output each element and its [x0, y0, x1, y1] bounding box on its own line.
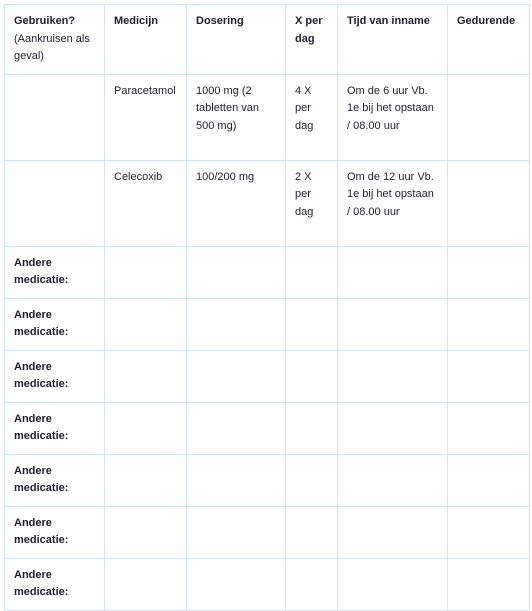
header-x-per-dag: X per dag [286, 5, 338, 75]
cell-x-per-dag[interactable] [286, 350, 338, 402]
other-medication-label-text: Andere medicatie: [14, 308, 69, 338]
cell-gebruiken-checkbox[interactable] [5, 160, 105, 246]
cell-tijd-van-inname[interactable] [338, 506, 448, 558]
other-medication-label [5, 350, 105, 402]
cell-tijd-van-inname[interactable] [338, 298, 448, 350]
cell-dosering[interactable] [187, 402, 286, 454]
cell-dosering: 100/200 mg [187, 160, 286, 246]
header-medicijn: Medicijn [105, 5, 187, 75]
cell-medicijn: Paracetamol [105, 74, 187, 160]
cell-dosering[interactable] [187, 246, 286, 298]
other-medication-label-text: Andere medicatie: [14, 256, 69, 286]
cell-medicijn[interactable] [105, 402, 187, 454]
cell-gedurende[interactable] [448, 558, 530, 610]
other-medication-row [5, 246, 530, 298]
other-medication-row [5, 506, 530, 558]
cell-medicijn[interactable] [105, 298, 187, 350]
cell-gedurende[interactable] [448, 454, 530, 506]
cell-dosering[interactable] [187, 350, 286, 402]
table-header-row [5, 5, 530, 75]
other-medication-label-text: Andere medicatie: [14, 464, 69, 494]
cell-x-per-dag: 4 X per dag [286, 74, 338, 160]
cell-x-per-dag[interactable] [286, 402, 338, 454]
table-row [5, 74, 530, 160]
cell-dosering[interactable] [187, 454, 286, 506]
header-gebruiken-subtitle: (Aankruisen als geval) [14, 32, 90, 62]
header-gedurende: Gedurende [448, 5, 530, 75]
other-medication-row [5, 402, 530, 454]
cell-dosering: 1000 mg (2 tabletten van 500 mg) [187, 74, 286, 160]
cell-gebruiken-checkbox[interactable] [5, 74, 105, 160]
other-medication-row [5, 558, 530, 610]
header-tijd-van-inname: Tijd van inname [338, 5, 448, 75]
cell-x-per-dag[interactable] [286, 298, 338, 350]
other-medication-row [5, 350, 530, 402]
other-medication-label-text: Andere medicatie: [14, 412, 69, 442]
other-medication-label-text: Andere medicatie: [14, 516, 69, 546]
cell-gedurende[interactable] [448, 246, 530, 298]
cell-medicijn[interactable] [105, 350, 187, 402]
other-medication-label [5, 454, 105, 506]
other-medication-label-text: Andere medicatie: [14, 568, 69, 598]
cell-x-per-dag[interactable] [286, 558, 338, 610]
cell-medicijn: Celecoxib [105, 160, 187, 246]
header-dosering: Dosering [187, 5, 286, 75]
cell-medicijn[interactable] [105, 454, 187, 506]
other-medication-label-text: Andere medicatie: [14, 360, 69, 390]
other-medication-label [5, 402, 105, 454]
cell-gedurende[interactable] [448, 506, 530, 558]
cell-x-per-dag[interactable] [286, 246, 338, 298]
cell-tijd-van-inname[interactable] [338, 402, 448, 454]
header-gebruiken [5, 5, 105, 75]
other-medication-label [5, 506, 105, 558]
cell-x-per-dag[interactable] [286, 454, 338, 506]
cell-gedurende[interactable] [448, 298, 530, 350]
cell-gedurende[interactable] [448, 350, 530, 402]
cell-gedurende[interactable] [448, 160, 530, 246]
cell-gedurende[interactable] [448, 402, 530, 454]
cell-tijd-van-inname: Om de 12 uur Vb. 1e bij het opstaan / 08.00 uur [338, 160, 448, 246]
cell-medicijn[interactable] [105, 506, 187, 558]
other-medication-label [5, 246, 105, 298]
other-medication-row [5, 298, 530, 350]
cell-tijd-van-inname[interactable] [338, 454, 448, 506]
cell-dosering[interactable] [187, 298, 286, 350]
other-medication-label [5, 298, 105, 350]
medication-table [4, 4, 530, 611]
table-row [5, 160, 530, 246]
cell-tijd-van-inname[interactable] [338, 558, 448, 610]
cell-tijd-van-inname: Om de 6 uur Vb. 1e bij het opstaan / 08.00 uur [338, 74, 448, 160]
cell-x-per-dag: 2 X per dag [286, 160, 338, 246]
cell-tijd-van-inname[interactable] [338, 350, 448, 402]
cell-tijd-van-inname[interactable] [338, 246, 448, 298]
cell-dosering[interactable] [187, 506, 286, 558]
cell-medicijn[interactable] [105, 558, 187, 610]
cell-x-per-dag[interactable] [286, 506, 338, 558]
cell-medicijn[interactable] [105, 246, 187, 298]
header-gebruiken-title: Gebruiken? [14, 15, 76, 27]
other-medication-row [5, 454, 530, 506]
cell-dosering[interactable] [187, 558, 286, 610]
cell-gedurende[interactable] [448, 74, 530, 160]
other-medication-label [5, 558, 105, 610]
